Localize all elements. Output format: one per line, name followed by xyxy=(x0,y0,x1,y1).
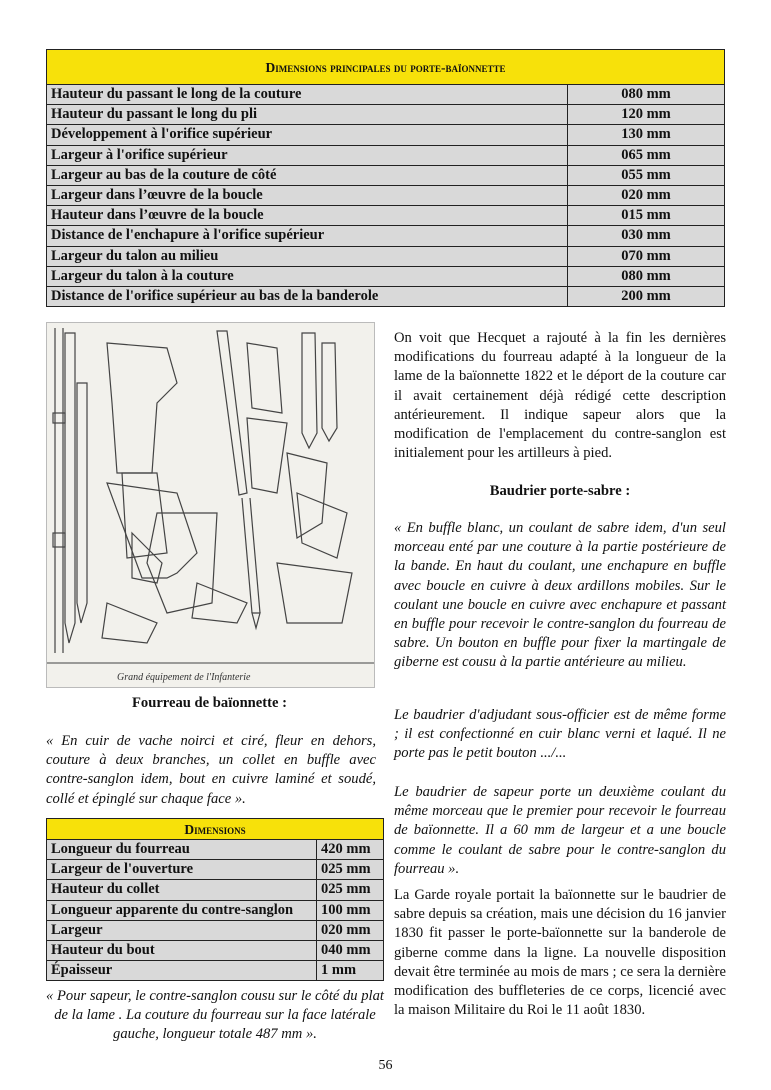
page-number: 56 xyxy=(378,1058,393,1073)
row-label: Distance de l'orifice supérieur au bas de la banderole xyxy=(47,286,568,306)
main-table-title: Dimensions principales du porte-baïonnette xyxy=(47,50,725,85)
row-value: 020 mm xyxy=(568,185,725,205)
row-label: Distance de l'enchapure à l'orifice supérieur xyxy=(47,226,568,246)
row-label: Longueur du fourreau xyxy=(47,840,317,860)
row-label: Hauteur du passant le long de la couture xyxy=(47,85,568,105)
equipment-illustration xyxy=(46,322,375,688)
table-row xyxy=(47,840,384,860)
main-dimensions-table xyxy=(46,49,725,307)
baldric-heading: Baudrier porte-sabre : xyxy=(489,483,631,499)
scabbard-heading: Fourreau de baïonnette : xyxy=(132,695,287,711)
row-label: Largeur au bas de la couture de côté xyxy=(47,165,568,185)
table-row xyxy=(47,266,725,286)
row-value: 100 mm xyxy=(317,900,384,920)
table-row xyxy=(47,206,725,226)
row-value: 055 mm xyxy=(568,165,725,185)
row-value: 130 mm xyxy=(568,125,725,145)
scabbard-dimensions-table xyxy=(46,818,384,981)
row-value: 1 mm xyxy=(317,961,384,981)
table-row xyxy=(47,145,725,165)
row-value: 015 mm xyxy=(568,206,725,226)
row-value: 040 mm xyxy=(317,940,384,960)
table-row xyxy=(47,85,725,105)
row-value: 200 mm xyxy=(568,286,725,306)
row-value: 025 mm xyxy=(317,880,384,900)
table-row xyxy=(47,880,384,900)
table-row xyxy=(47,940,384,960)
row-value: 070 mm xyxy=(568,246,725,266)
row-label: Développement à l'orifice supérieur xyxy=(47,125,568,145)
table-row xyxy=(47,920,384,940)
scabbard-quote: « En cuir de vache noirci et ciré, fleur en dehors, couture à deux branches, un collet en buffle avec contre-sanglon idem, bout en cuivre laminé et soudé, collé et épinglé sur chaque face ». xyxy=(46,733,376,807)
row-label: Épaisseur xyxy=(47,961,317,981)
dims-table-title: Dimensions xyxy=(47,819,384,840)
row-value: 030 mm xyxy=(568,226,725,246)
table-row xyxy=(47,185,725,205)
table-row xyxy=(47,961,384,981)
table-row xyxy=(47,860,384,880)
table-row xyxy=(47,900,384,920)
illustration-caption: Grand équipement de l'Infanterie xyxy=(117,672,251,683)
row-label: Largeur à l'orifice supérieur xyxy=(47,145,568,165)
row-value: 025 mm xyxy=(317,860,384,880)
table-row xyxy=(47,246,725,266)
intro-paragraph: On voit que Hecquet a rajouté à la fin les dernières modifications du fourreau adapté à la longueur de la lame de la baïonnette 1822 et le déport de la couture car il avait certainement déjà rédigé cette description antérieurement. Il indique sapeur alors que la modification de l'emplacement du contre-sanglon est initialement pour les artilleurs à pied. xyxy=(394,330,726,462)
row-label: Largeur dans l’œuvre de la boucle xyxy=(47,185,568,205)
row-label: Largeur du talon à la couture xyxy=(47,266,568,286)
row-value: 080 mm xyxy=(568,85,725,105)
row-label: Longueur apparente du contre-sanglon xyxy=(47,900,317,920)
table-row xyxy=(47,226,725,246)
baldric-quote-1: « En buffle blanc, un coulant de sabre idem, d'un seul morceau enté par une couture à la partie postérieure de la bande. En haut du coulant, une enchapure en buffle avec boucle en cuivre à deux ardillons mobiles. Sur le coulant une boucle en cuivre avec enchapure et passant en buffle pour recevoir le contre-sanglon du fourreau de sabre. Un bouton en buffle pour fixer la martingale de giberne est cousu à la partie antérieure au milieu. xyxy=(394,520,726,671)
row-value: 080 mm xyxy=(568,266,725,286)
royal-guard-paragraph: La Garde royale portait la baïonnette sur le baudrier de sabre depuis sa création, mais une décision du 16 janvier 1830 fit passer le porte-baïonnette sur la banderole de giberne comme dans la ligne. La nouvelle disposition devait être terminée au mois de mars ; ce sera la dernière modification des buffleteries de ce corps, licencié avec la maison Militaire du Roi le 11 août 1830. xyxy=(394,887,726,1019)
row-label: Largeur de l'ouverture xyxy=(47,860,317,880)
row-label: Hauteur du passant le long du pli xyxy=(47,105,568,125)
table-row xyxy=(47,286,725,306)
row-value: 020 mm xyxy=(317,920,384,940)
table-row xyxy=(47,105,725,125)
row-label: Hauteur du collet xyxy=(47,880,317,900)
row-value: 420 mm xyxy=(317,840,384,860)
row-label: Largeur xyxy=(47,920,317,940)
row-value: 120 mm xyxy=(568,105,725,125)
row-label: Hauteur du bout xyxy=(47,940,317,960)
table-row xyxy=(47,125,725,145)
row-label: Largeur du talon au milieu xyxy=(47,246,568,266)
sapper-note: « Pour sapeur, le contre-sanglon cousu sur le côté du plat de la lame . La couture du fourreau sur la face latérale gauche, longueur totale 487 mm ». xyxy=(46,988,384,1042)
row-label: Hauteur dans l’œuvre de la boucle xyxy=(47,206,568,226)
row-value: 065 mm xyxy=(568,145,725,165)
baldric-quote-2: Le baudrier d'adjudant sous-officier est de même forme ; il est confectionné en cuir blanc verni et laqué. Il ne porte pas le petit bouton .../... xyxy=(394,707,726,762)
baldric-quote-3: Le baudrier de sapeur porte un deuxième coulant du même morceau que le premier pour recevoir le fourreau de baïonnette. Il a 60 mm de largeur et a une boucle comme le coulant de sabre pour le contre-sanglon du fourreau ». xyxy=(394,784,726,877)
table-row xyxy=(47,165,725,185)
